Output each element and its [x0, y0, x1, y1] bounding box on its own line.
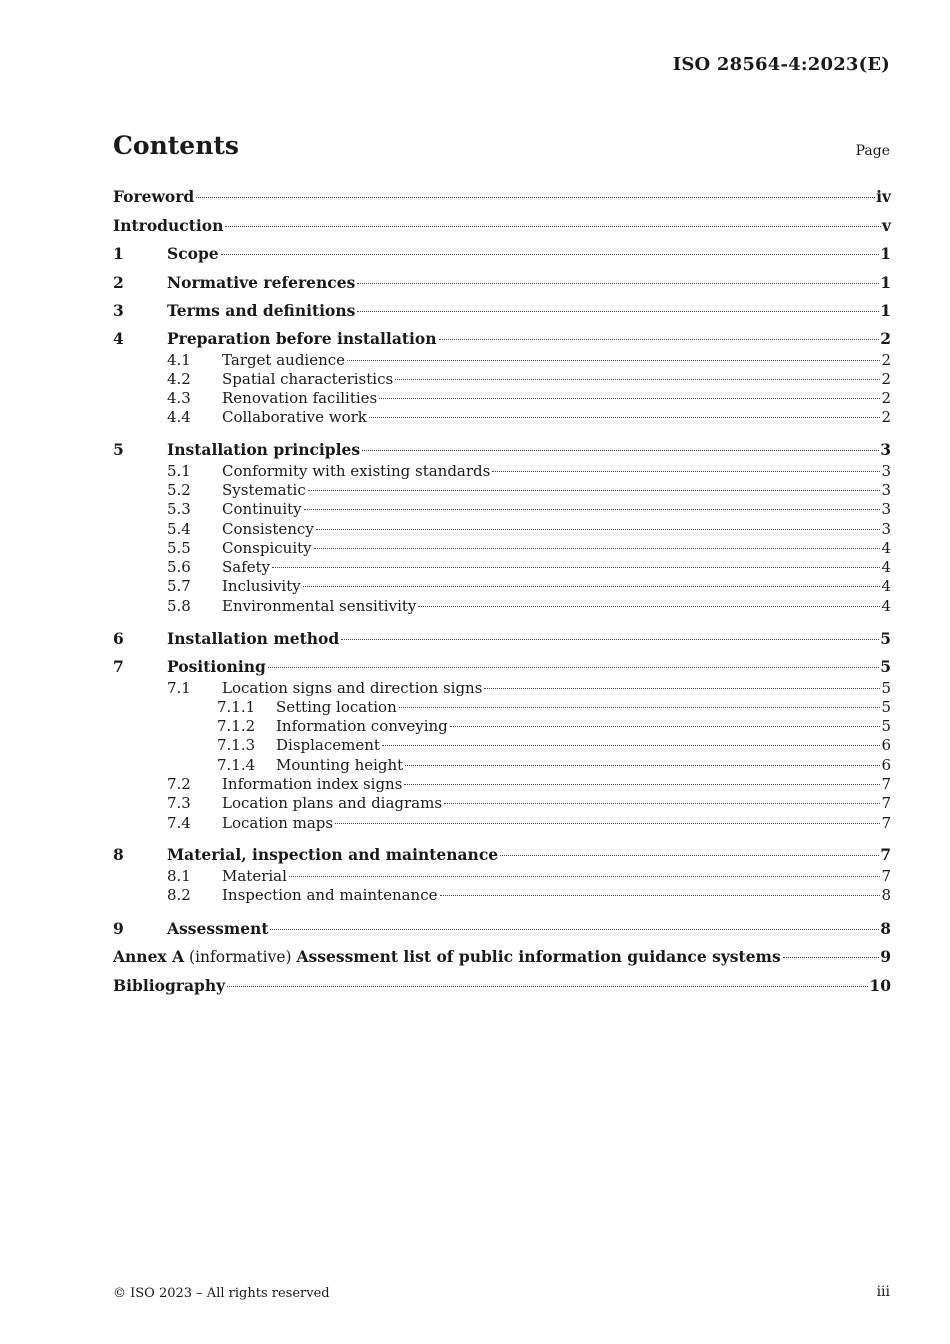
dot-leader [227, 986, 868, 987]
toc-entry-number: 7.1.3 [217, 736, 256, 755]
toc-entry-number: 9 [113, 918, 124, 938]
toc-entry-title: Environmental sensitivity [222, 596, 417, 615]
toc-entry-page: 5 [881, 717, 891, 736]
toc-entry-title: Conspicuity [222, 538, 312, 557]
toc-entry-title: Renovation facilities [222, 389, 378, 408]
toc-entry-page: 3 [881, 480, 891, 499]
dot-leader [418, 606, 880, 607]
toc-entry-page: 2 [880, 328, 891, 348]
toc-entry-page: 4 [881, 577, 891, 596]
toc-entry-title: Foreword [113, 187, 195, 206]
toc-entry-title: Inclusivity [222, 577, 301, 596]
toc-entry[interactable] [113, 520, 891, 539]
toc-entry-title: Continuity [222, 500, 302, 519]
toc-entry-title: Systematic [222, 480, 306, 499]
toc-entry-number: 8 [113, 844, 124, 864]
toc-entry-page: 2 [881, 408, 891, 427]
toc-entry-page: 2 [881, 369, 891, 388]
toc-entry-number: 7.4 [167, 813, 191, 832]
toc-entry-number: 3 [113, 301, 124, 320]
toc-entry-title: Target audience [222, 350, 346, 369]
toc-entry[interactable] [113, 389, 891, 408]
dot-leader [362, 450, 879, 451]
toc-entry-number: 5.3 [167, 500, 191, 519]
toc-entry-page: 1 [880, 272, 891, 292]
toc-entry[interactable] [113, 972, 891, 1001]
toc-entry-number: 5.6 [167, 558, 191, 577]
table-of-contents [113, 183, 891, 1000]
toc-entry-page: 4 [881, 596, 891, 615]
toc-entry[interactable] [113, 756, 891, 775]
toc-entry-page: 3 [881, 519, 891, 538]
toc-entry-title: Installation method [167, 629, 340, 649]
dot-leader [492, 471, 880, 472]
dot-leader [196, 197, 875, 198]
toc-entry-page: 6 [881, 755, 891, 774]
toc-entry-page: 8 [881, 886, 891, 905]
toc-entry-page: 3 [880, 439, 891, 459]
toc-entry-number: 7.1.2 [217, 717, 256, 736]
toc-entry-number: 5 [113, 439, 124, 459]
toc-entry-number: 7.2 [167, 775, 191, 794]
toc-entry-page: v [881, 215, 891, 235]
toc-entry-title: Location maps [222, 813, 334, 832]
toc-entry-page: 7 [881, 794, 891, 813]
toc-entry-title: Introduction [113, 215, 224, 235]
toc-entry-title: Spatial characteristics [222, 369, 394, 388]
toc-entry-title: Location plans and diagrams [222, 794, 443, 813]
toc-entry[interactable] [113, 297, 891, 326]
dot-leader [289, 876, 881, 877]
page-number: iii [876, 1284, 890, 1300]
toc-entry[interactable] [113, 717, 891, 736]
page-column-label: Page [855, 143, 890, 159]
toc-entry-page: 5 [880, 656, 891, 676]
toc-entry-title: Conformity with existing standards [222, 461, 491, 480]
dot-leader [308, 490, 881, 491]
dot-leader [316, 529, 881, 530]
toc-entry-page: 7 [881, 775, 891, 794]
toc-entry-title: Safety [222, 558, 271, 577]
dot-leader [272, 567, 880, 568]
toc-entry-title: Normative references [167, 272, 356, 292]
toc-entry[interactable] [113, 240, 891, 269]
toc-entry[interactable] [113, 886, 891, 905]
toc-entry-number: 4 [113, 328, 124, 348]
toc-entry-page: 2 [881, 350, 891, 369]
dot-leader [405, 765, 880, 766]
toc-entry[interactable] [113, 625, 891, 654]
toc-entry-number: 8.2 [167, 886, 191, 905]
toc-entry[interactable] [113, 481, 891, 500]
page-title: Contents [113, 131, 240, 160]
toc-entry-number: 7.1.4 [217, 755, 256, 774]
toc-entry-number: 5.5 [167, 538, 191, 557]
dot-leader [439, 339, 880, 340]
toc-entry-number: 7.1 [167, 678, 191, 697]
dot-leader [484, 688, 880, 689]
copyright-notice: © ISO 2023 – All rights reserved [113, 1286, 330, 1301]
toc-entry-number: 2 [113, 272, 124, 292]
toc-entry-number: 4.3 [167, 389, 191, 408]
toc-entry-title: Annex A (informative) Assessment list of public information guidance systems [113, 947, 781, 967]
toc-entry-number: 7.3 [167, 794, 191, 813]
toc-entry-title: Material [222, 866, 287, 885]
toc-entry-number: 8.1 [167, 866, 191, 885]
dot-leader [357, 283, 879, 284]
toc-entry[interactable] [113, 408, 891, 427]
toc-entry-page: 5 [881, 678, 891, 697]
toc-entry-number: 1 [113, 244, 124, 263]
toc-entry-page: 3 [881, 500, 891, 519]
toc-entry-number: 4.1 [167, 350, 191, 369]
toc-entry-title: Consistency [222, 519, 314, 538]
dot-leader [303, 586, 881, 587]
toc-entry-title: Assessment [167, 918, 269, 938]
document-id: ISO 28564-4:2023(E) [672, 54, 890, 75]
toc-entry[interactable] [113, 351, 891, 370]
toc-entry-page: 7 [881, 813, 891, 832]
toc-entry-number: 4.2 [167, 369, 191, 388]
toc-entry-page: 8 [880, 918, 891, 938]
dot-leader [221, 254, 880, 255]
toc-entry[interactable] [113, 698, 891, 717]
toc-entry-page: 5 [880, 629, 891, 649]
toc-entry-page: 2 [881, 389, 891, 408]
toc-entry[interactable] [113, 794, 891, 813]
toc-entry[interactable] [113, 814, 891, 833]
toc-entry-number: 7.1.1 [217, 697, 256, 716]
dot-leader [379, 398, 880, 399]
dot-leader [369, 417, 881, 418]
toc-entry[interactable] [113, 679, 891, 698]
dot-leader [444, 803, 880, 804]
dot-leader [341, 639, 879, 640]
toc-entry[interactable] [113, 597, 891, 616]
toc-entry-page: 3 [881, 461, 891, 480]
toc-entry[interactable] [113, 943, 891, 972]
dot-leader [382, 745, 881, 746]
toc-entry-title: Positioning [167, 656, 266, 676]
toc-entry[interactable] [113, 539, 891, 558]
toc-entry-title: Information index signs [222, 775, 403, 794]
toc-entry-page: 7 [881, 866, 891, 885]
dot-leader [314, 548, 881, 549]
toc-entry-title: Bibliography [113, 975, 226, 995]
toc-entry-page: 5 [881, 697, 891, 716]
dot-leader [268, 667, 879, 668]
toc-entry-number: 5.4 [167, 519, 191, 538]
toc-entry-title: Preparation before installation [167, 328, 437, 348]
toc-entry-title: Terms and definitions [167, 301, 356, 320]
toc-entry-page: iv [876, 187, 891, 206]
toc-entry-page: 9 [880, 947, 891, 967]
dot-leader [783, 957, 880, 958]
toc-entry-number: 6 [113, 629, 124, 649]
toc-entry-page: 4 [881, 538, 891, 557]
toc-entry-page: 4 [881, 558, 891, 577]
toc-entry-title: Collaborative work [222, 408, 367, 427]
toc-entry[interactable] [113, 183, 891, 212]
toc-entry[interactable] [113, 842, 891, 867]
toc-entry-page: 1 [880, 301, 891, 320]
toc-entry-title: Inspection and maintenance [222, 886, 438, 905]
toc-entry-page: 10 [869, 975, 891, 995]
toc-entry-number: 5.1 [167, 461, 191, 480]
dot-leader [270, 929, 879, 930]
dot-leader [225, 226, 881, 227]
toc-entry-title: Location signs and direction signs [222, 678, 483, 697]
dot-leader [440, 895, 881, 896]
toc-entry-page: 6 [881, 736, 891, 755]
dot-leader [335, 823, 880, 824]
toc-entry[interactable] [113, 437, 891, 462]
toc-entry[interactable] [113, 915, 891, 944]
dot-leader [404, 784, 880, 785]
toc-entry[interactable] [113, 212, 891, 241]
toc-entry-page: 7 [880, 844, 891, 864]
toc-entry[interactable] [113, 558, 891, 577]
dot-leader [347, 360, 880, 361]
toc-entry-number: 5.8 [167, 596, 191, 615]
toc-entry-page: 1 [880, 244, 891, 263]
toc-entry-title: Material, inspection and maintenance [167, 844, 499, 864]
toc-entry[interactable] [113, 654, 891, 679]
toc-entry-title: Mounting height [276, 755, 404, 774]
toc-entry-number: 5.7 [167, 577, 191, 596]
toc-entry-number: 4.4 [167, 408, 191, 427]
toc-entry[interactable] [113, 577, 891, 596]
toc-entry[interactable] [113, 269, 891, 298]
toc-entry-title: Displacement [276, 736, 380, 755]
toc-entry-number: 5.2 [167, 480, 191, 499]
dot-leader [500, 855, 879, 856]
dot-leader [450, 726, 881, 727]
toc-entry-title: Setting location [276, 697, 397, 716]
toc-entry[interactable] [113, 867, 891, 886]
dot-leader [357, 311, 879, 312]
toc-entry[interactable] [113, 500, 891, 519]
toc-entry-number: 7 [113, 656, 124, 676]
toc-entry[interactable] [113, 462, 891, 481]
dot-leader [399, 707, 881, 708]
toc-entry[interactable] [113, 370, 891, 389]
toc-entry[interactable] [113, 326, 891, 351]
dot-leader [395, 379, 880, 380]
toc-entry-title: Scope [167, 244, 219, 263]
toc-entry-title: Installation principles [167, 439, 361, 459]
toc-entry-title: Information conveying [276, 717, 448, 736]
dot-leader [304, 509, 881, 510]
toc-entry[interactable] [113, 736, 891, 755]
toc-entry[interactable] [113, 775, 891, 794]
